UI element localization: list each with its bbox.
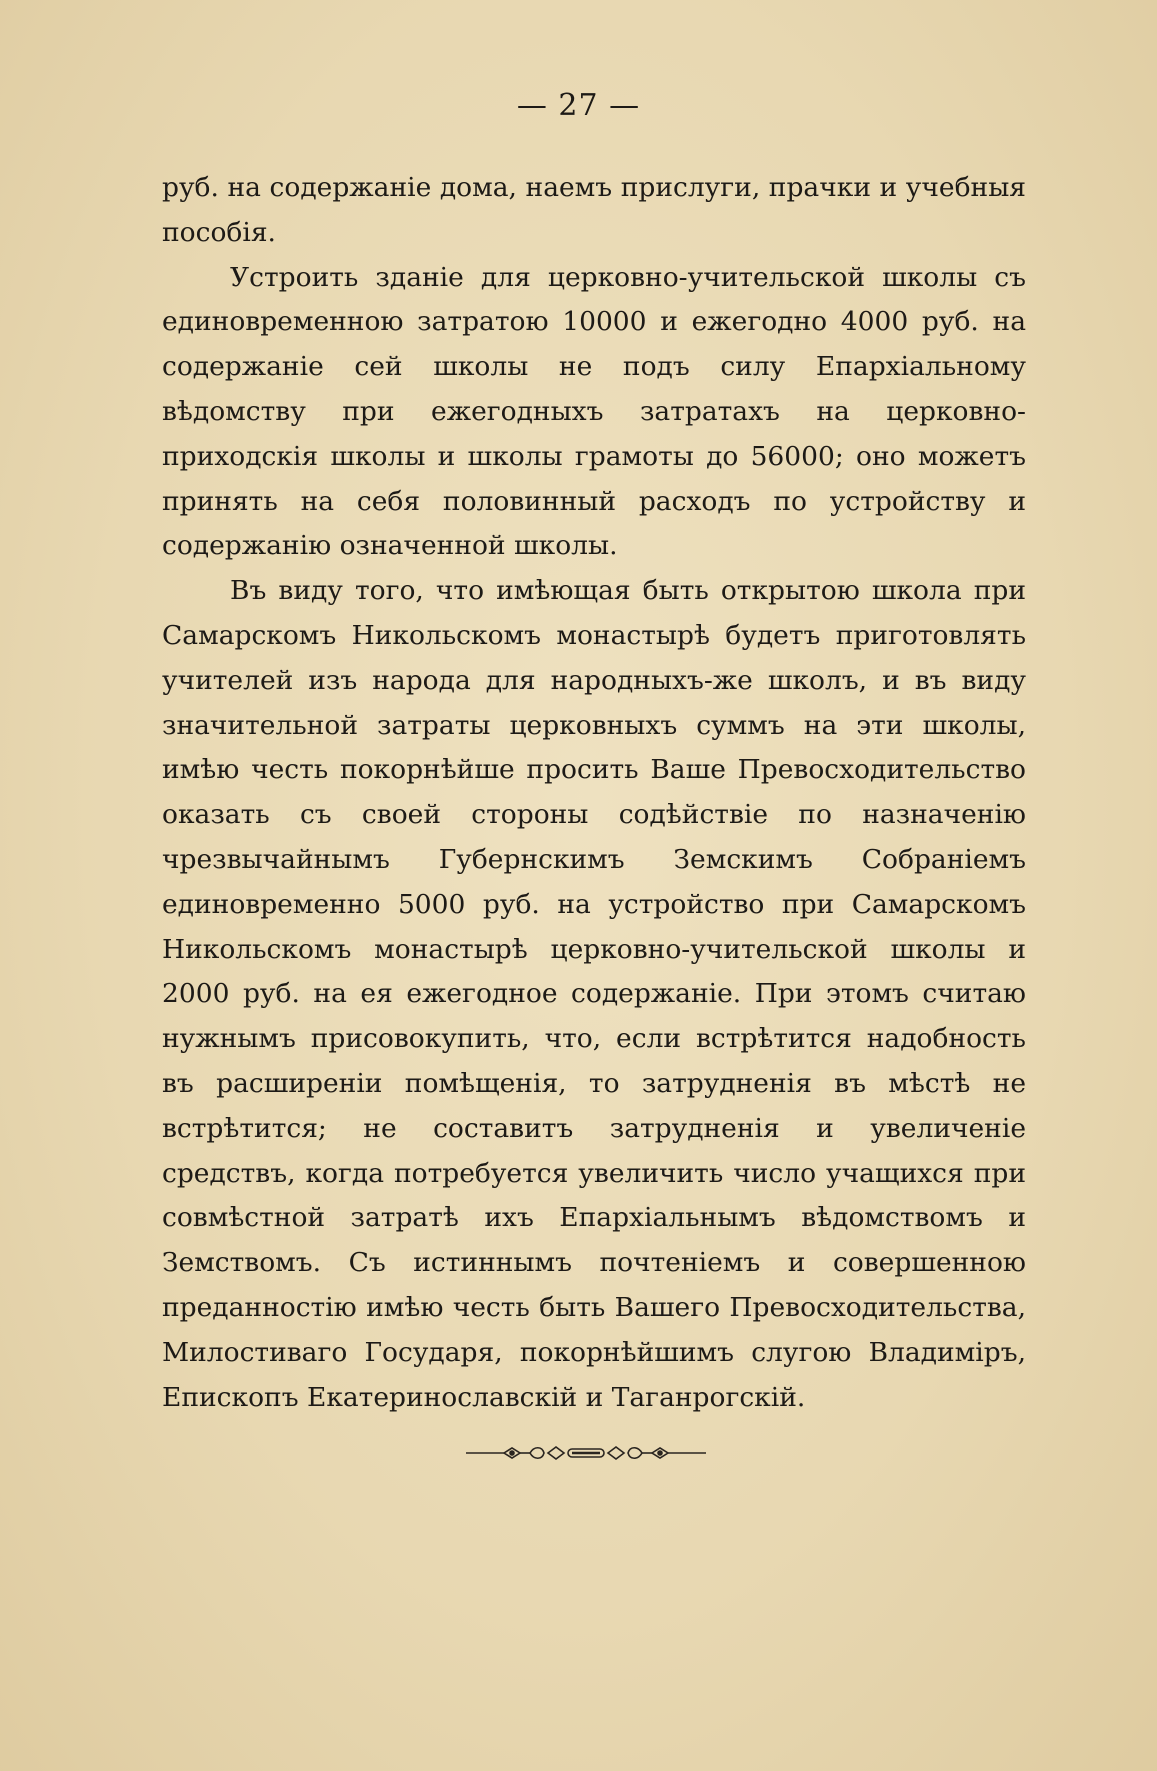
paragraph-school-building: Устроить зданіе для церковно-учительской школы съ единовременною затратою 10000 и ежегодно 4000 руб. на содержаніе сей школы не подъ силу Епархіальному вѣдомству при ежегодныхъ затратахъ на церковно-приходскія школы и школы грамоты до 56000; оно можетъ принять на себя половинный расходъ по устройству и содержанію означенной школы. [162, 261, 1026, 562]
decorative-divider-icon [466, 1441, 706, 1465]
page-number: — 27 — [516, 88, 641, 123]
body-text [162, 166, 1026, 1420]
paragraph-petition: Въ виду того, что имѣющая быть открытою школа при Самарскомъ Никольскомъ монастырѣ будетъ приготовлять учителей изъ народа для народныхъ-же школъ, и въ виду значительной затраты церковныхъ суммъ на эти школы, имѣю честь покорнѣйше просить Ваше Превосходительство оказать съ своей стороны содѣйствіе по назначенію чрезвычайнымъ Губернскимъ Земскимъ Собраніемъ единовременно 5000 руб. на устройство при Самарскомъ Никольскомъ монастырѣ церковно-учительской школы и 2000 руб. на ея ежегодное содержаніе. При этомъ считаю нужнымъ присовокупить, что, если встрѣтится надобность въ расширеніи помѣщенія, то затрудненія въ мѣстѣ не встрѣтится; не составитъ затрудненія и увеличеніе средствъ, когда потребуется увеличить число учащихся при совмѣстной затратѣ ихъ Епархіальнымъ вѣдомствомъ и Земствомъ. Съ истиннымъ почтеніемъ и совершенною преданностію имѣю честь быть Вашего Превосходительства, Милостиваго Государя, покорнѣйшимъ слугою Владиміръ, Епископъ Екатеринославскій и Таганрогскій. [162, 575, 1026, 1413]
paragraph-continuation: руб. на содержаніе дома, наемъ прислуги, прачки и учебныя пособія. [162, 172, 1026, 248]
